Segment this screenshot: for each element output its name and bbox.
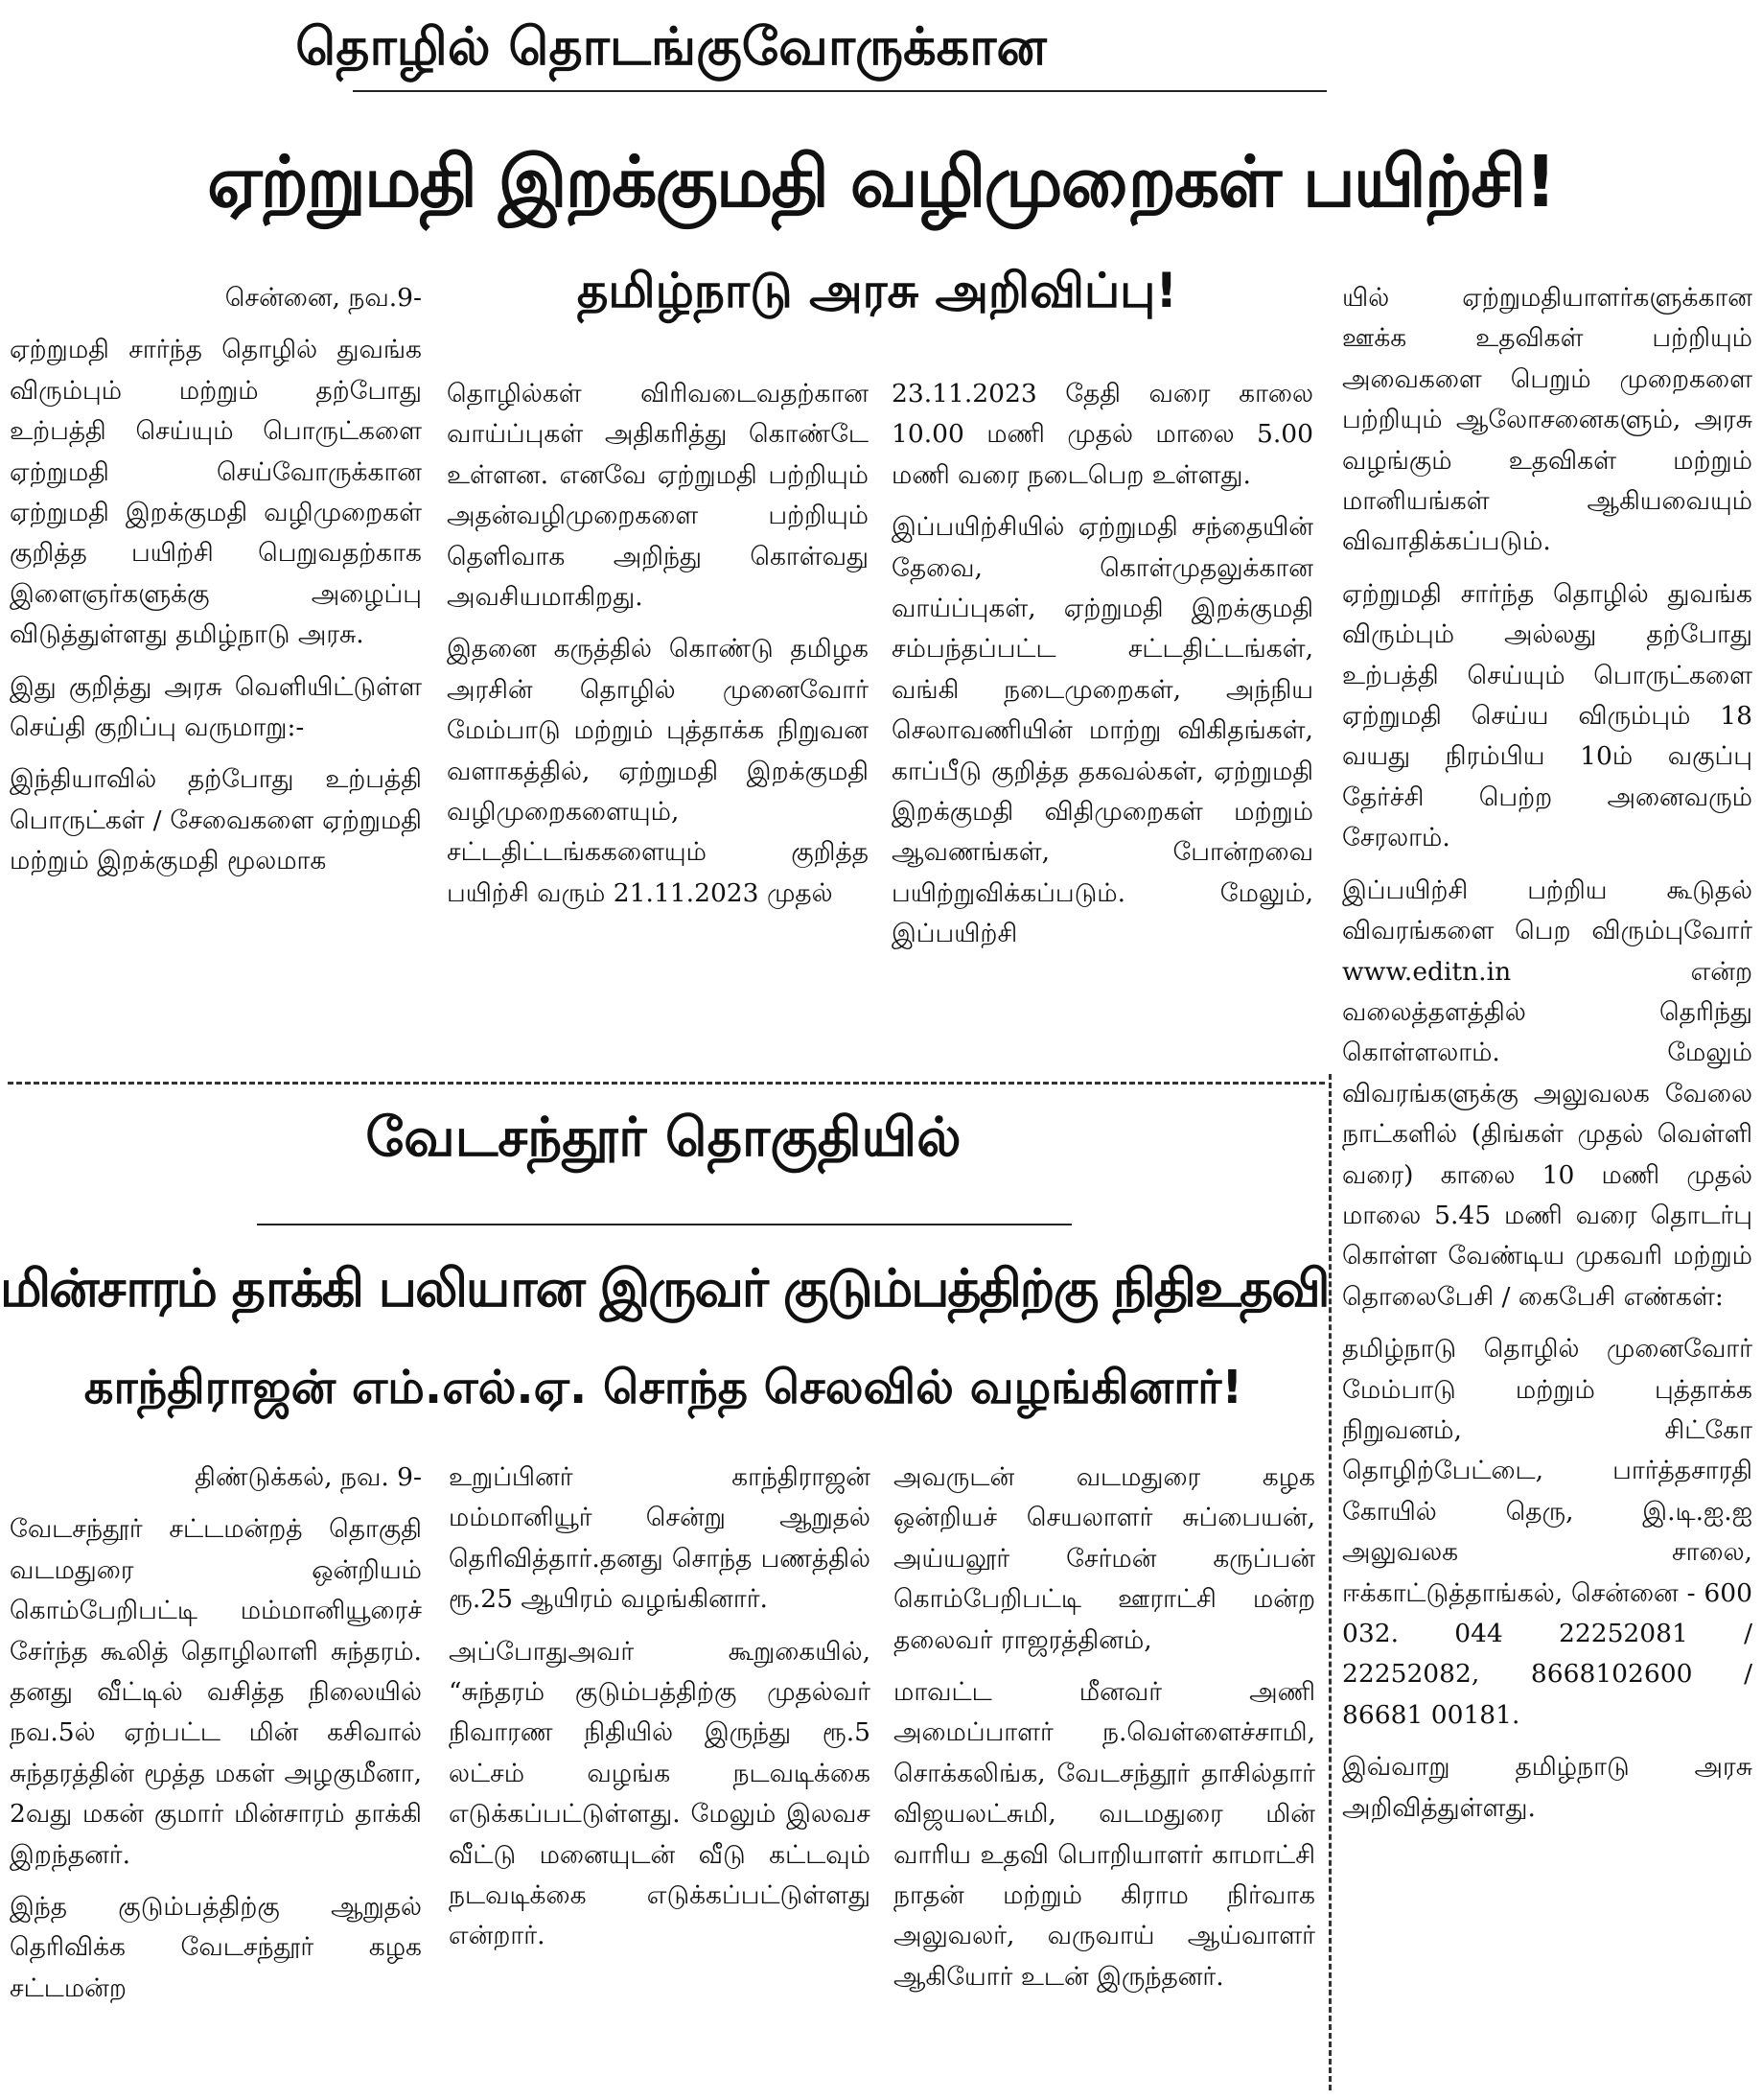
article1-col3-para-2: இப்பயிற்சியில் ஏற்றுமதி சந்தையின் தேவை, கொள்முதலுக்கான வாய்ப்புகள், ஏற்றுமதி இறக்குமதி சம்பந்தப்பட்ட சட்டதிட்டங்கள், வங்கி நடைமுறைகள், அந்நிய செலாவணியின் மாற்று விகிதங்கள், காப்பீடு குறித்த தகவல்கள், ஏற்றுமதி இறக்குமதி விதிமுறைகள் மற்றும் ஆவணங்கள், போன்றவை பயிற்றுவிக்கப்படும். மேலும், இப்பயிற்சி [892,512,1313,949]
article1-col4-para-4: தமிழ்நாடு தொழில் முனைவோர் மேம்பாடு மற்றும் புத்தாக்க நிறுவனம், சிட்கோ தொழிற்பேட்டை, பார்த்தசாரதி கோயில் தெரு, இ.டி.ஐ.ஐ அலுவலக சாலை, ஈக்காட்டுத்தாங்கல், சென்னை - 600 032. 044 22252081 / 22252082, 8668102600 / 86681 00181. [1342,1334,1752,1730]
article1-column-3 [892,374,1313,1074]
article1-dateline: சென்னை, நவ.9- [224,283,422,313]
article2-col1-para-1: வேடசந்தூர் சட்டமன்றத் தொகுதி வடமதுரை ஒன்றியம் கொம்பேறிபட்டி மம்மானியூரைச் சேர்ந்த கூலித் தொழிலாளி சுந்தரம். தனது வீட்டில் வசித்த நிலையில் நவ.5ல் ஏற்பட்ட மின் கசிவால் சுந்தரத்தின் மூத்த மகள் அழகுமீனா, 2வது மகன் குமார் மின்சாரம் தாக்கி இறந்தனர். [10,1514,422,1870]
article2-column-1 [10,1458,422,2095]
article1-col2-para-1: தொழில்கள் விரிவடைவதற்கான வாய்ப்புகள் அதிகரித்து கொண்டே உள்ளன. எனவே ஏற்றுமதி பற்றியும் அதன்வழிமுறைகளை பற்றியும் தெளிவாக அறிந்து கொள்வது அவசியமாகிறது. [447,379,869,613]
article1-col1-para-3: இந்தியாவில் தற்போது உற்பத்தி பொருட்கள் / சேவைகளை ஏற்றுமதி மற்றும் இறக்குமதி மூலமாக [10,764,422,876]
article2-kicker: வேடசந்தூர் தொகுதியில் [365,1107,962,1169]
article-divider [8,1082,1325,1085]
article1-col4-para-5: இவ்வாறு தமிழ்நாடு அரசு அறிவித்துள்ளது. [1342,1752,1752,1823]
article1-col4-para-3: இப்பயிற்சி பற்றிய கூடுதல் விவரங்களை பெற விரும்புவோர் www.editn.in என்ற வலைத்தளத்தில் தெரிந்து கொள்ளலாம். மேலும் விவரங்களுக்கு அலுவலக வேலை நாட்களில் (திங்கள் முதல் வெள்ளி வரை) காலை 10 மணி முதல் மாலை 5.45 மணி வரை தொடர்பு கொள்ள வேண்டிய முகவரி மற்றும் தொலைபேசி / கைபேசி எண்கள்: [1342,875,1752,1312]
article2-column-2 [449,1458,870,2095]
article1-col3-para-1: 23.11.2023 தேதி வரை காலை 10.00 மணி முதல் மாலை 5.00 மணி வரை நடைபெற உள்ளது. [892,379,1313,490]
article2-headline: மின்சாரம் தாக்கி பலியான இருவர் குடும்பத்திற்கு நிதிஉதவி [0,1258,1329,1318]
article1-headline: ஏற்றுமதி இறக்குமதி வழிமுறைகள் பயிற்சி! [207,141,1555,223]
kicker-rule-2 [257,1224,1072,1225]
article1-column-2 [447,374,869,1074]
article2-col3-para-2: மாவட்ட மீனவர் அணி அமைப்பாளர் ந.வெள்ளைச்சாமி, சொக்கலிங்க, வேடசந்தூர் தாசில்தார் விஜயலட்சுமி, வடமதுரை மின் வாரிய உதவி பொறியாளர் காமாட்சி நாதன் மற்றும் கிராம நிர்வாக அலுவலர், வருவாய் ஆய்வாளர் ஆகியோர் உடன் இருந்தனர். [893,1677,1315,1992]
article1-col2-para-2: இதனை கருத்தில் கொண்டு தமிழக அரசின் தொழில் முனைவோர் மேம்பாடு மற்றும் புத்தாக்க நிறுவன வளாகத்தில், ஏற்றுமதி இறக்குமதி வழிமுறைகளையும், சட்டதிட்டங்ககளையும் குறித்த பயிற்சி வரும் 21.11.2023 முதல் [447,634,869,908]
article2-col2-para-1: உறுப்பினர் காந்திராஜன் மம்மானியூர் சென்று ஆறுதல் தெரிவித்தார்.தனது சொந்த பணத்தில் ரூ.25 ஆயிரம் வழங்கினார். [449,1462,870,1615]
article2-col1-para-2: இந்த குடும்பத்திற்கு ஆறுதல் தெரிவிக்க வேடசந்தூர் கழக சட்டமன்ற [10,1892,422,2003]
article2-col3-para-1: அவருடன் வடமதுரை கழக ஒன்றியச் செயலாளர் சுப்பையன், அய்யலூர் சேர்மன் கருப்பன் கொம்பேறிபட்டி ஊராட்சி மன்ற தலைவர் ராஜரத்தினம், [893,1462,1315,1655]
article1-column-1 [10,278,422,1074]
article2-column-3 [893,1458,1315,2095]
article1-kicker: தொழில் தொடங்குவோருக்கான [295,16,1047,77]
article1-col1-para-1: ஏற்றுமதி சார்ந்த தொழில் துவங்க விரும்பும் மற்றும் தற்போது உற்பத்தி செய்யும் பொருட்களை ஏற்றுமதி செய்வோருக்கான ஏற்றுமதி இறக்குமதி வழிமுறைகள் குறித்த பயிற்சி பெறுவதற்காக இளைஞர்களுக்கு அழைப்பு விடுத்துள்ளது தமிழ்நாடு அரசு. [10,335,422,650]
article2-dateline: திண்டுக்கல், நவ. 9- [195,1462,422,1492]
kicker-rule [353,90,1327,92]
article1-col1-para-2: இது குறித்து அரசு வெளியிட்டுள்ள செய்தி குறிப்பு வருமாறு:- [10,671,422,743]
column-divider [1329,1074,1332,2090]
article2-col2-para-2: அப்போதுஅவர் கூறுகையில், “சுந்தரம் குடும்பத்திற்கு முதல்வர் நிவாரண நிதியில் இருந்து ரூ.5 லட்சம் வழங்க நடவடிக்கை எடுக்கப்பட்டுள்ளது. மேலும் இலவச வீட்டு மனையுடன் வீடு கட்டவும் நடவடிக்கை எடுக்கப்பட்டுள்ளது என்றார். [449,1636,870,1951]
article1-col4-para-1: யில் ஏற்றுமதியாளர்களுக்கான ஊக்க உதவிகள் பற்றியும் அவைகளை பெறும் முறைகளை பற்றியும் ஆலோசனைகளும், அரசு வழங்கும் உதவிகள் மற்றும் மானியங்கள் ஆகியவையும் விவாதிக்கப்படும். [1342,283,1752,557]
article1-col4-para-2: ஏற்றுமதி சார்ந்த தொழில் துவங்க விரும்பும் அல்லது தற்போது உற்பத்தி செய்யும் பொருட்களை ஏற்றுமதி செய்ய விரும்பும் 18 வயது நிரம்பிய 10ம் வகுப்பு தேர்ச்சி பெற்ற அனைவரும் சேரலாம். [1342,578,1752,853]
article1-column-4 [1342,278,1752,2090]
article1-subheadline: தமிழ்நாடு அரசு அறிவிப்பு! [576,263,1178,318]
article2-subheadline: காந்திராஜன் எம்.எல்.ஏ. சொந்த செலவில் வழங்கினார்! [83,1361,1243,1414]
